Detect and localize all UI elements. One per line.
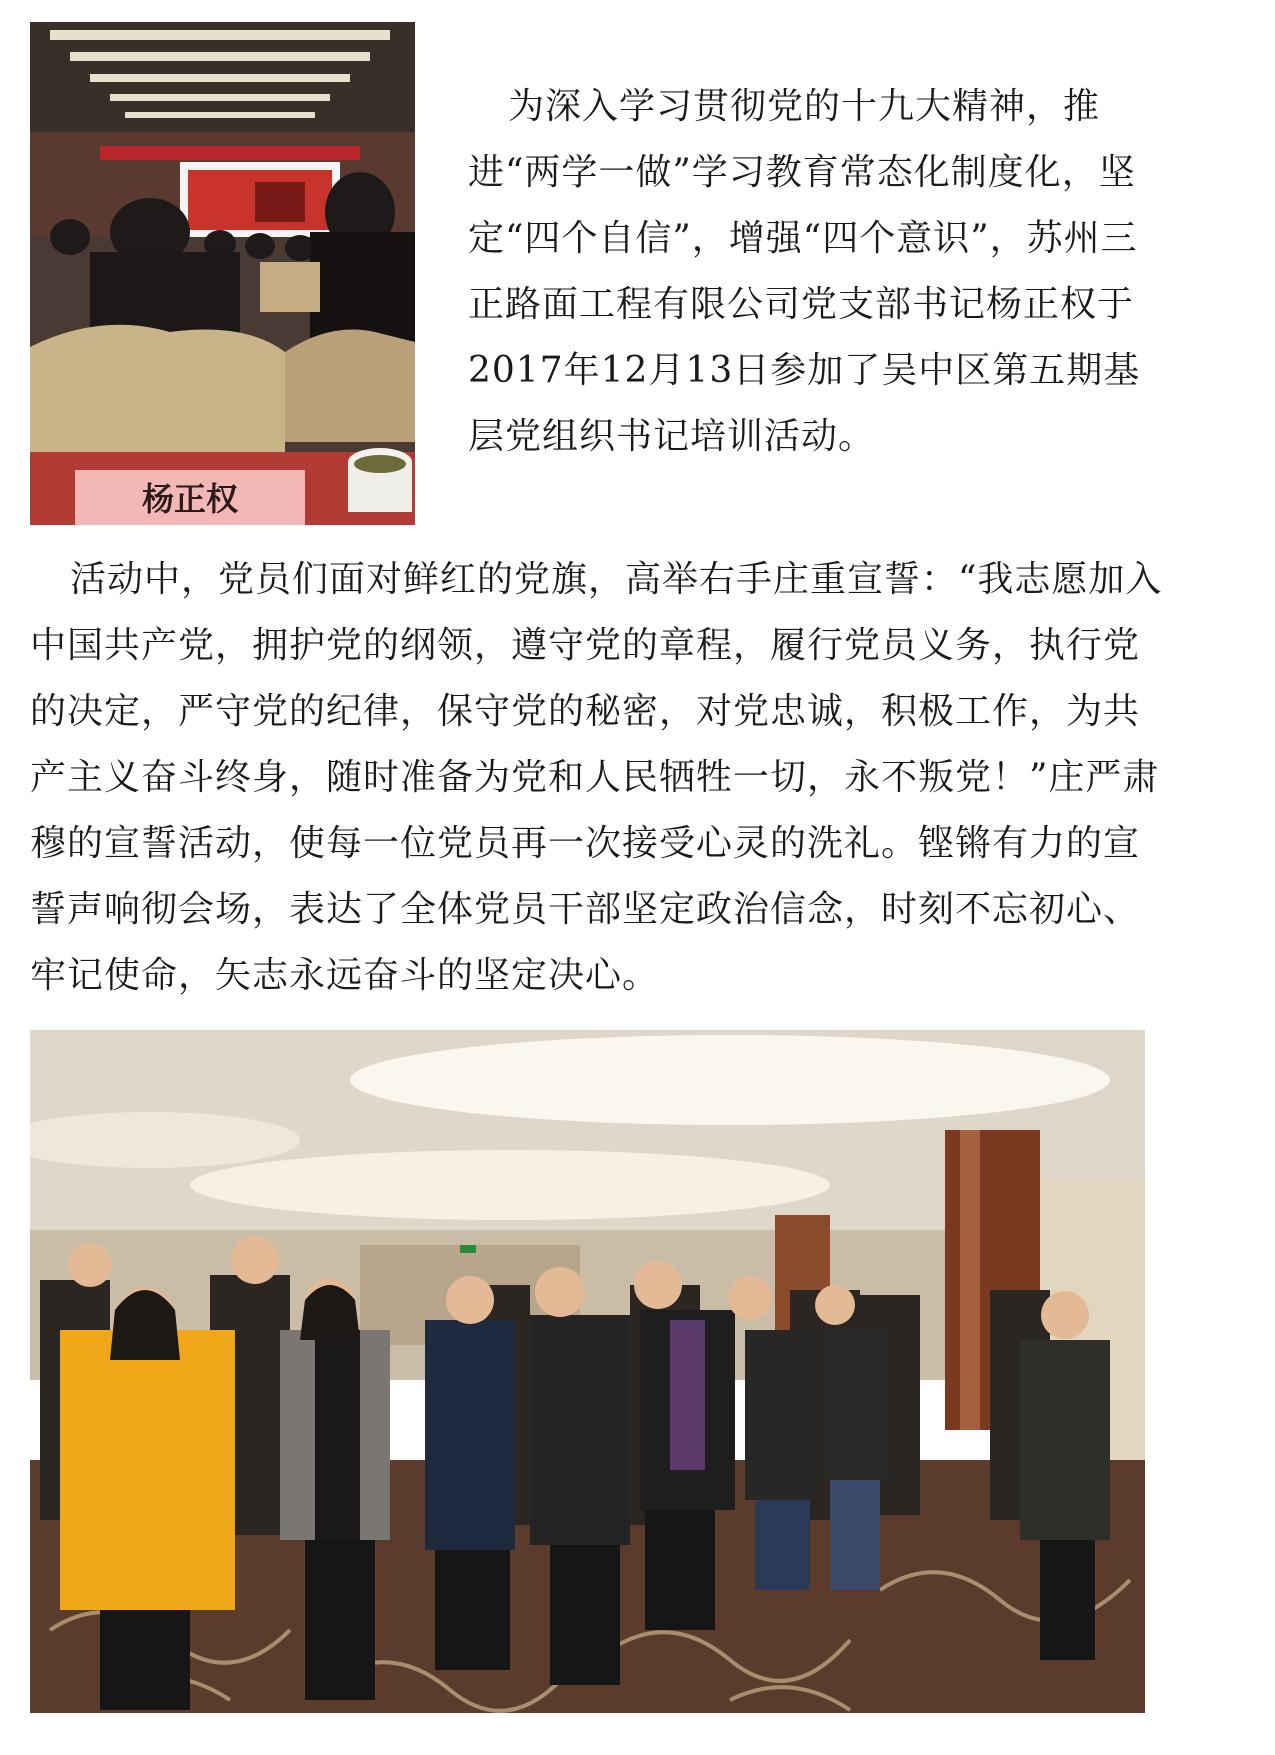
body-section [30,547,1175,1009]
nameplate-text: 杨正权 [141,480,239,518]
conference-photo-art [30,22,415,525]
intro-section [468,74,1168,470]
oath-ceremony-photo [30,1030,1145,1713]
intro-paragraph: 为深入学习贯彻党的十九大精神，推进“两学一做”学习教育常态化制度化，坚定“四个自信”，增强“四个意识”，苏州三正路面工程有限公司党支部书记杨正权于2017年12月13日参加了吴中区第五期基层党组织书记培训活动。 [468,86,1141,457]
conference-photo [30,22,415,525]
oath-ceremony-photo-art [30,1030,1145,1713]
body-paragraph: 活动中，党员们面对鲜红的党旗，高举右手庄重宣誓：“我志愿加入中国共产党，拥护党的纲领，遵守党的章程，履行党员义务，执行党的决定，严守党的纪律，保守党的秘密，对党忠诚，积极工作，为共产主义奋斗终身，随时准备为党和人民牺牲一切，永不叛党！”庄严肃穆的宣誓活动，使每一位党员再一次接受心灵的洗礼。铿锵有力的宣誓声响彻会场，表达了全体党员干部坚定政治信念，时刻不忘初心、牢记使命，矢志永远奋斗的坚定决心。 [30,559,1163,996]
